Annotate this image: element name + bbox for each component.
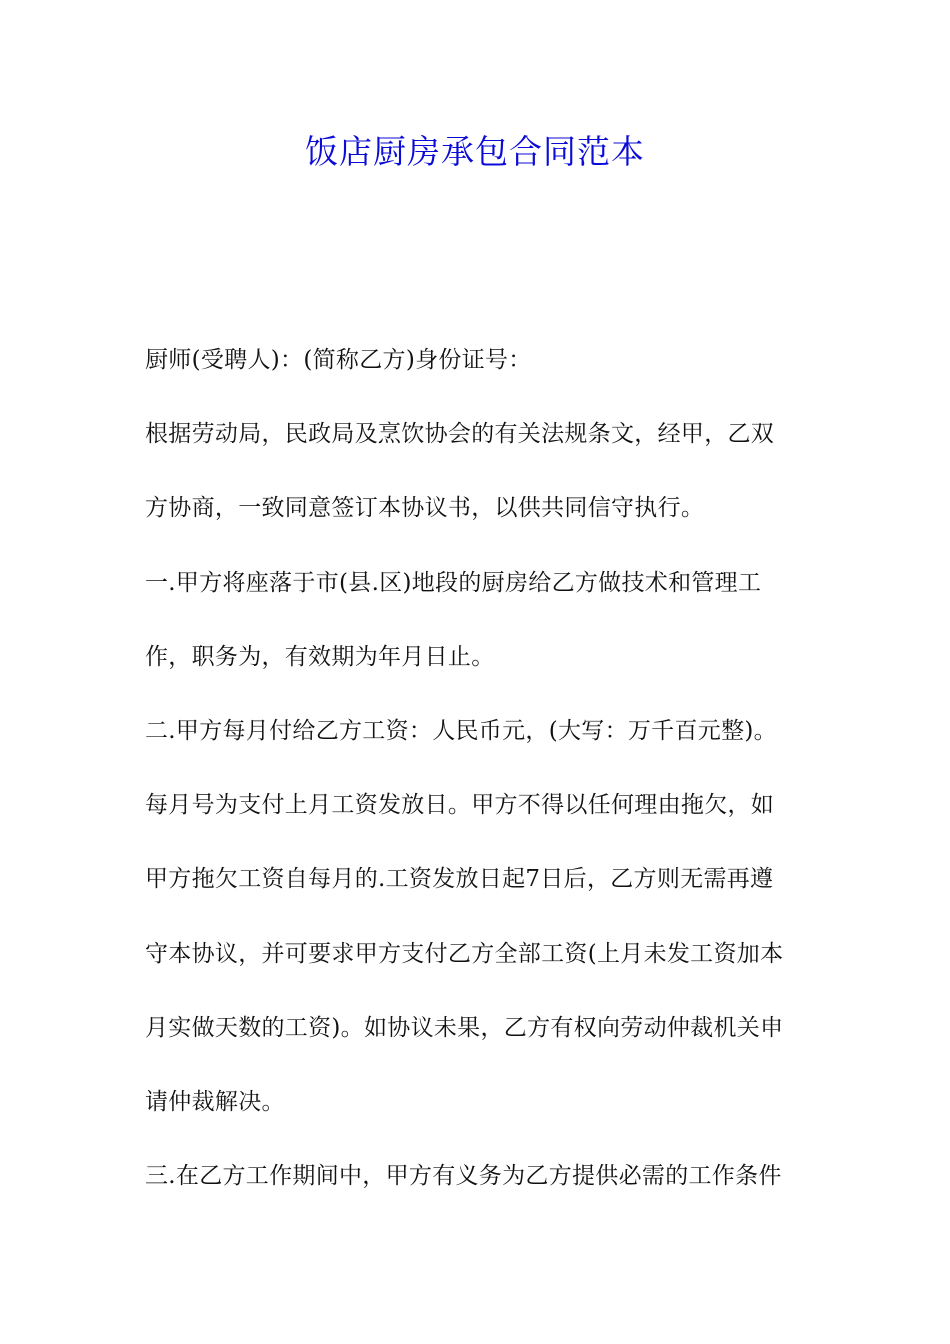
body-line: 根据劳动局，民政局及烹饮协会的有关法规条文，经甲，乙双 bbox=[145, 421, 775, 448]
body-line: 请仲裁解决。 bbox=[145, 1088, 285, 1115]
body-line: 方协商，一致同意签订本协议书，以供共同信守执行。 bbox=[145, 495, 705, 522]
body-line: 厨师(受聘人)：(简称乙方)身份证号： bbox=[145, 347, 532, 373]
body-line: 守本协议，并可要求甲方支付乙方全部工资(上月未发工资加本 bbox=[145, 940, 784, 967]
body-line: 甲方拖欠工资自每月的.工资发放日起7日后，乙方则无需再遵 bbox=[145, 866, 774, 893]
body-line: 作，职务为，有效期为年月日止。 bbox=[145, 643, 495, 670]
body-line: 二.甲方每月付给乙方工资：人民币元，(大写：万千百元整)。 bbox=[145, 717, 777, 744]
document-title: 饭店厨房承包合同范本 bbox=[305, 132, 645, 171]
body-line: 一.甲方将座落于市(县.区)地段的厨房给乙方做技术和管理工 bbox=[145, 569, 762, 596]
body-line: 月实做天数的工资)。如协议未果，乙方有权向劳动仲裁机关申 bbox=[145, 1014, 784, 1041]
document-body bbox=[145, 336, 810, 1226]
body-line: 三.在乙方工作期间中，甲方有义务为乙方提供必需的工作条件 bbox=[145, 1163, 782, 1190]
body-line: 每月号为支付上月工资发放日。甲方不得以任何理由拖欠，如 bbox=[145, 792, 775, 819]
